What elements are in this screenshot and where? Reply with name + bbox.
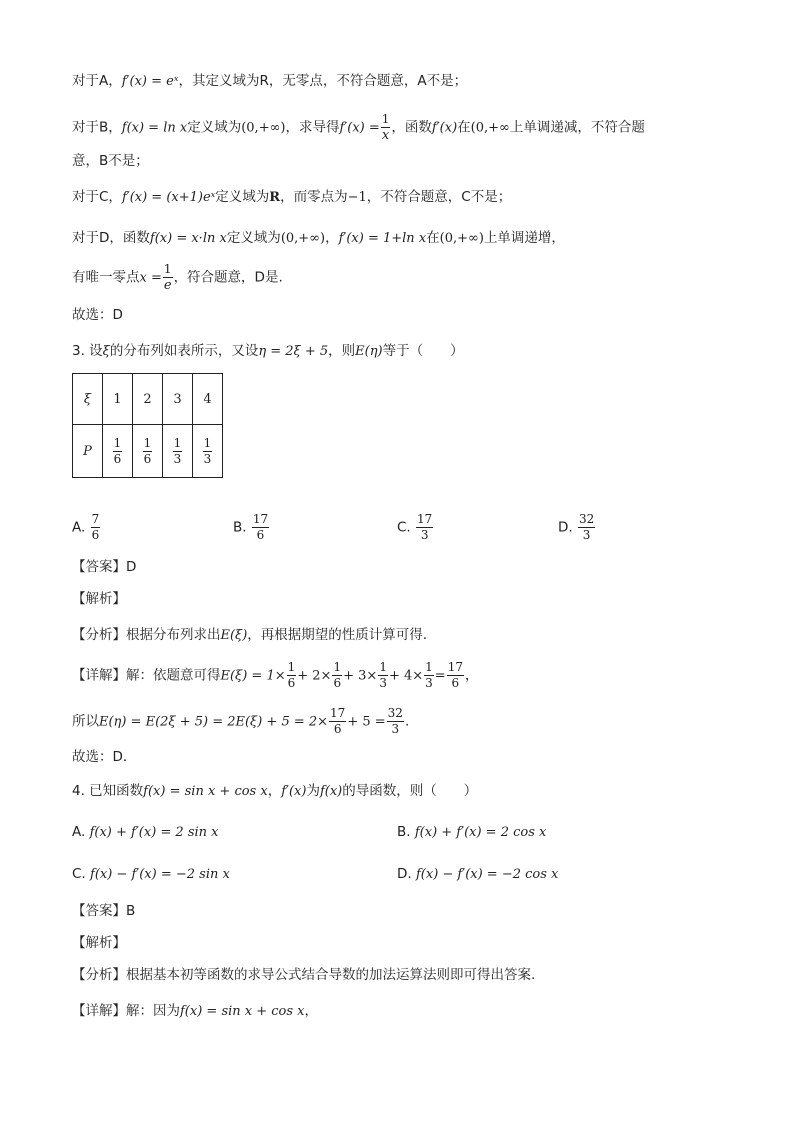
- table-cell: 4: [193, 374, 223, 425]
- fraction: [578, 512, 595, 543]
- fraction: [113, 436, 123, 467]
- fraction-den: 6: [143, 451, 152, 466]
- answer-value: D: [126, 559, 137, 575]
- fraction-num: 17: [447, 660, 463, 674]
- answer-value: B: [126, 903, 136, 919]
- math-expr: + 2×: [297, 668, 332, 684]
- fraction: [332, 660, 342, 691]
- math-expr: f(x) = sin x + cos x: [180, 1004, 305, 1019]
- solution-line-d: [72, 229, 565, 248]
- solution-line-a: [72, 72, 467, 91]
- text: ，则: [328, 343, 356, 359]
- table-row: [73, 425, 223, 478]
- text: 4. 已知函数: [72, 783, 144, 799]
- analysis-tag: 【解析】: [72, 591, 126, 607]
- text: ，符合题意，D是.: [173, 269, 283, 286]
- math-expr: x =: [139, 270, 162, 286]
- option-expr: f(x) − f′(x) = −2 cos x: [415, 867, 559, 882]
- fraction-den: 3: [582, 528, 591, 542]
- q4-fenxi-line: [72, 966, 535, 984]
- solution-line-b: [72, 112, 645, 143]
- detail-line: [72, 660, 478, 691]
- fraction-den: 6: [333, 722, 342, 736]
- math-set: R: [269, 190, 281, 205]
- text: 3. 设: [72, 343, 103, 359]
- fraction-den: 3: [420, 528, 429, 542]
- fraction: [387, 706, 404, 737]
- table-cell: 3: [163, 374, 193, 425]
- fraction-num: 1: [287, 660, 296, 674]
- text: 在: [457, 119, 471, 136]
- fraction-num: 1: [379, 660, 387, 674]
- text: 解：依题意可得: [126, 667, 221, 684]
- table-header-xi: ξ: [73, 374, 103, 425]
- fraction-den: 6: [256, 528, 265, 542]
- fraction: [203, 436, 213, 467]
- fraction-den: 6: [287, 676, 296, 690]
- text: 根据分布列求出: [126, 627, 221, 643]
- text: ，不符合题意，C不是；: [366, 189, 512, 205]
- option-expr: f(x) + f′(x) = 2 sin x: [89, 825, 219, 840]
- fraction-num: 1: [163, 262, 172, 276]
- text: 对于A，: [72, 73, 122, 89]
- text: 上单调递增，: [483, 230, 565, 246]
- math-expr: f′(x) =: [339, 120, 380, 136]
- fenxi-line: [72, 626, 427, 645]
- text: ，而零点为: [280, 189, 348, 205]
- table-header-p: P: [73, 425, 103, 478]
- table-cell: [163, 425, 193, 478]
- option-expr: f(x) + f′(x) = 2 cos x: [414, 825, 547, 840]
- math-expr: f′(x) = (x+1)eˣ: [121, 190, 216, 205]
- fraction-den: 3: [173, 451, 182, 466]
- fraction-num: 32: [578, 512, 595, 526]
- text: 有唯一零点: [72, 269, 140, 286]
- text: 所以: [72, 713, 99, 730]
- fraction-num: 1: [143, 435, 152, 450]
- math-expr: E(η) = E(2ξ + 5) = 2E(ξ) + 5 = 2×: [99, 714, 329, 730]
- fraction-num: 32: [387, 706, 403, 720]
- fraction-den: 6: [451, 676, 460, 690]
- q4-detail-line: [72, 1002, 318, 1021]
- option-b: [233, 512, 270, 543]
- option-label: A.: [72, 519, 86, 536]
- solution-line-b-cont: 意，B不是；: [72, 153, 149, 169]
- option-a: [72, 512, 101, 543]
- fraction: [424, 660, 434, 691]
- math-expr: f(x) = x·ln x: [149, 231, 227, 246]
- text: 等于（ ）: [382, 343, 464, 359]
- option-label: A.: [72, 824, 86, 840]
- math-expr: E(ξ) = 1×: [220, 668, 286, 684]
- text: ，: [267, 783, 282, 799]
- fraction: [163, 262, 173, 293]
- math-expr: + 5 =: [347, 714, 386, 730]
- text: ，: [325, 230, 339, 246]
- text: 的分布列如表所示，又设: [109, 343, 259, 359]
- option-label: B.: [397, 824, 411, 840]
- text: 对于C，: [72, 189, 122, 205]
- fraction: [447, 660, 464, 691]
- text: 对于B，: [72, 119, 122, 136]
- text: ，求导得: [285, 119, 340, 136]
- fraction: [287, 660, 297, 691]
- fraction-den: 6: [91, 528, 100, 542]
- table-cell: [133, 425, 163, 478]
- fraction-den: e: [163, 278, 172, 293]
- text: 定义域为: [215, 189, 270, 205]
- q4-answer-line: [72, 902, 135, 920]
- q4-option-a: [72, 824, 219, 840]
- math-expr: η = 2ξ + 5: [258, 344, 329, 359]
- table-cell: 2: [133, 374, 163, 425]
- math-expr: f′(x): [431, 120, 458, 136]
- q4-option-b: [397, 824, 546, 840]
- answer-tag: 【答案】: [72, 559, 126, 575]
- q4-option-c: [72, 866, 230, 882]
- choose-line: 故选：D: [72, 307, 123, 323]
- fraction-num: 1: [173, 435, 182, 450]
- option-label: D.: [397, 866, 412, 882]
- detail-tag: 【详解】: [72, 667, 126, 684]
- fraction-num: 17: [417, 512, 433, 526]
- fraction-num: 1: [333, 660, 342, 674]
- fenxi-tag: 【分析】: [72, 967, 126, 983]
- text: 根据基本初等函数的求导公式结合导数的加法运算法则即可得出答案.: [126, 967, 536, 983]
- option-label: C.: [397, 519, 411, 536]
- math-expr: f′(x) = 1+ln x: [338, 231, 427, 246]
- table-cell: [193, 425, 223, 478]
- fraction-num: 7: [91, 512, 100, 526]
- math-interval: (0,+∞: [470, 120, 510, 136]
- option-label: D.: [558, 519, 573, 536]
- fraction: [252, 512, 269, 543]
- fraction: [416, 512, 433, 543]
- fraction-den: 6: [333, 676, 342, 690]
- math-symbol: ξ: [102, 344, 110, 359]
- fraction: [381, 112, 391, 143]
- distribution-table: [72, 373, 223, 478]
- fraction-den: 3: [379, 676, 387, 690]
- text: .: [404, 713, 410, 730]
- math-expr: + 4×: [388, 668, 424, 684]
- text: 的导函数，则（ ）: [342, 783, 478, 799]
- text: ，函数: [391, 119, 432, 136]
- math-expr: E(η): [355, 344, 383, 359]
- answer-tag: 【答案】: [72, 903, 126, 919]
- text: 定义域为: [187, 119, 242, 136]
- q4-analysis-tag: 【解析】: [72, 935, 126, 951]
- fraction-num: 1: [381, 112, 390, 126]
- option-c: [397, 512, 434, 543]
- fraction: [143, 436, 153, 467]
- fraction: [378, 660, 388, 691]
- math-expr: f(x): [319, 784, 343, 799]
- answer-line: [72, 558, 136, 576]
- text: ，: [304, 1003, 319, 1019]
- fraction-den: 3: [391, 722, 400, 736]
- text: ，其定义域为R，无零点，不符合题意，A不是；: [178, 73, 468, 89]
- math-interval: (0,+∞): [439, 231, 484, 246]
- table-cell: 1: [103, 374, 133, 425]
- fenxi-tag: 【分析】: [72, 627, 126, 643]
- choose-line-q3: 故选：D．: [72, 749, 137, 765]
- question-4-stem: [72, 782, 477, 801]
- solution-line-d-cont: [72, 262, 283, 293]
- text: 在: [426, 230, 440, 246]
- text: ，: [464, 667, 479, 684]
- table-row: [73, 374, 223, 425]
- math-expr: f′(x): [281, 784, 307, 799]
- math-expr: =: [434, 668, 446, 684]
- math-expr: f(x) = sin x + cos x: [143, 784, 268, 799]
- fraction-num: 17: [330, 706, 346, 720]
- solution-line-c: [72, 188, 511, 207]
- question-3-stem: [72, 342, 464, 361]
- math-expr: f(x) = ln x: [121, 120, 188, 136]
- option-label: B.: [233, 519, 247, 536]
- fraction: [173, 436, 183, 467]
- fraction-num: 17: [252, 512, 269, 526]
- option-d: [558, 512, 596, 543]
- fraction: [329, 706, 346, 737]
- fraction-den: 6: [113, 451, 122, 466]
- fraction-num: 1: [425, 660, 433, 674]
- fraction-den: 3: [203, 451, 212, 466]
- math-expr: E(ξ): [220, 628, 248, 643]
- text: 解：因为: [126, 1003, 180, 1019]
- math-interval: (0,+∞): [280, 231, 326, 246]
- math-interval: (0,+∞): [241, 120, 286, 136]
- table-cell: [103, 425, 133, 478]
- text: 对于D，函数: [72, 230, 150, 246]
- math-expr: + 3×: [343, 668, 378, 684]
- math-expr: f′(x) = eˣ: [121, 74, 179, 89]
- text: ，再根据期望的性质计算可得.: [247, 627, 428, 643]
- fraction-den: 3: [425, 676, 433, 690]
- fraction-num: 1: [113, 435, 122, 450]
- math-value: −1: [347, 190, 367, 205]
- text: 上单调递减，不符合题: [509, 119, 645, 136]
- option-expr: f(x) − f′(x) = −2 sin x: [90, 867, 230, 882]
- so-line: [72, 706, 409, 737]
- fraction-den: x: [381, 128, 390, 143]
- fraction-num: 1: [203, 435, 212, 450]
- fraction: [91, 512, 101, 543]
- option-label: C.: [72, 866, 86, 882]
- text: 为: [306, 783, 320, 799]
- text: 定义域为: [226, 230, 281, 246]
- q4-option-d: [397, 866, 558, 882]
- detail-tag: 【详解】: [72, 1003, 126, 1019]
